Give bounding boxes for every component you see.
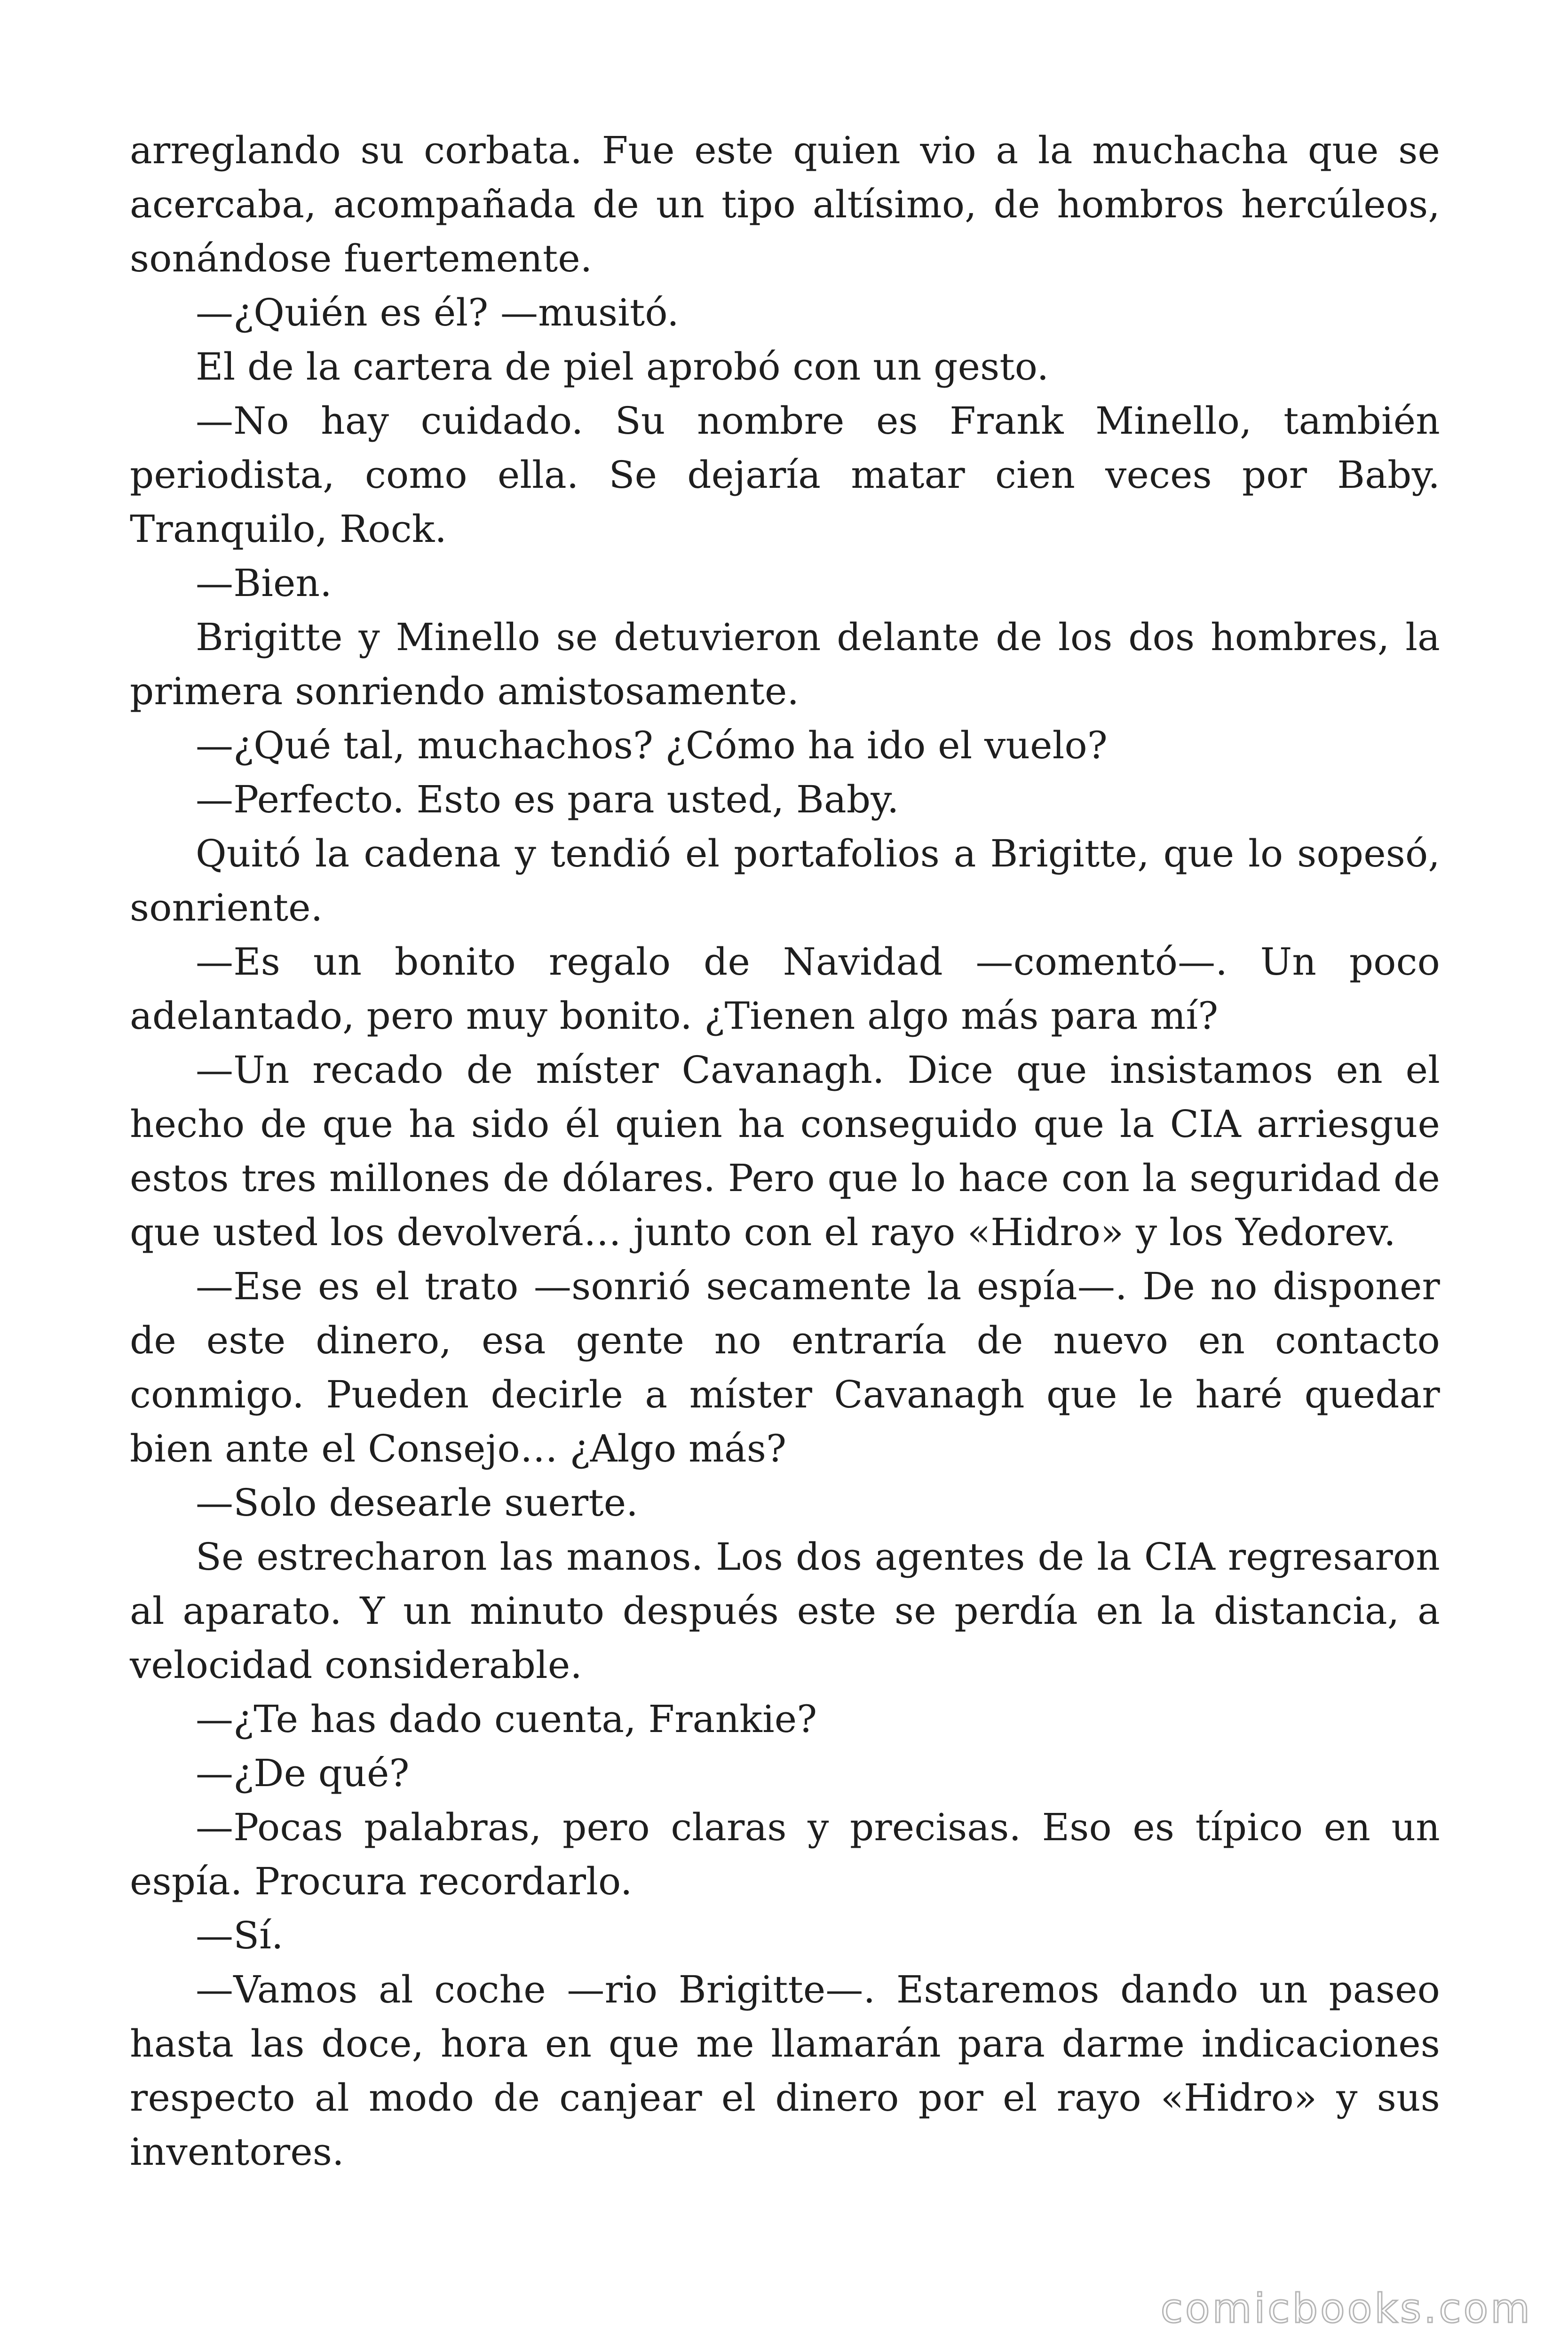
paragraph: —Bien. [196, 561, 332, 605]
paragraph: —Pocas palabras, pero claras y precisas. Eso es típico en un espía. Procura recordarlo. [130, 1805, 1440, 1903]
paragraph: —¿Qué tal, muchachos? ¿Cómo ha ido el vuelo? [196, 723, 1108, 767]
paragraph: Quitó la cadena y tendió el portafolios a Brigitte, que lo sopesó, sonriente. [130, 832, 1440, 930]
paragraph: —¿Quién es él? —musitó. [196, 291, 679, 334]
paragraph: —Vamos al coche —rio Brigitte—. Estaremos dando un paseo hasta las doce, hora en que me llamarán para darme indicaciones respecto al modo de canjear el dinero por el rayo «Hidro» y sus inventores. [130, 1968, 1440, 2174]
watermark-text: comicbooks.com [1160, 2285, 1532, 2332]
paragraph: —¿De qué? [196, 1751, 410, 1795]
paragraph: —No hay cuidado. Su nombre es Frank Minello, también periodista, como ella. Se dejaría matar cien veces por Baby. Tranquilo, Rock. [130, 399, 1440, 551]
paragraph: El de la cartera de piel aprobó con un gesto. [196, 345, 1049, 389]
paragraph: —Ese es el trato —sonrió secamente la espía—. De no disponer de este dinero, esa gente no entraría de nuevo en contacto conmigo. Pueden decirle a míster Cavanagh que le haré quedar bien ante el Consejo… ¿Algo más? [130, 1264, 1440, 1470]
paragraph: —¿Te has dado cuenta, Frankie? [196, 1697, 817, 1741]
paragraph: —Un recado de míster Cavanagh. Dice que insistamos en el hecho de que ha sido él quien ha conseguido que la CIA arriesgue estos tres millones de dólares. Pero que lo hace con la seguridad de que usted los devolverá… junto con el rayo «Hidro» y los Yedorev. [130, 1048, 1440, 1254]
paragraph: —Sí. [196, 1914, 284, 1957]
paragraph: Brigitte y Minello se detuvieron delante de los dos hombres, la primera sonriendo amistosamente. [130, 615, 1440, 713]
paragraph: Se estrecharon las manos. Los dos agentes de la CIA regresaron al aparato. Y un minuto después este se perdía en la distancia, a velocidad considerable. [130, 1535, 1440, 1687]
paragraph: —Perfecto. Esto es para usted, Baby. [196, 778, 899, 821]
book-page-text [130, 123, 1440, 2179]
paragraph: arreglando su corbata. Fue este quien vio a la muchacha que se acercaba, acompañada de un tipo altísimo, de hombros hercúleos, sonándose fuertemente. [130, 128, 1440, 280]
paragraph: —Solo desearle suerte. [196, 1481, 638, 1525]
paragraph: —Es un bonito regalo de Navidad —comentó—. Un poco adelantado, pero muy bonito. ¿Tienen algo más para mí? [130, 940, 1440, 1038]
